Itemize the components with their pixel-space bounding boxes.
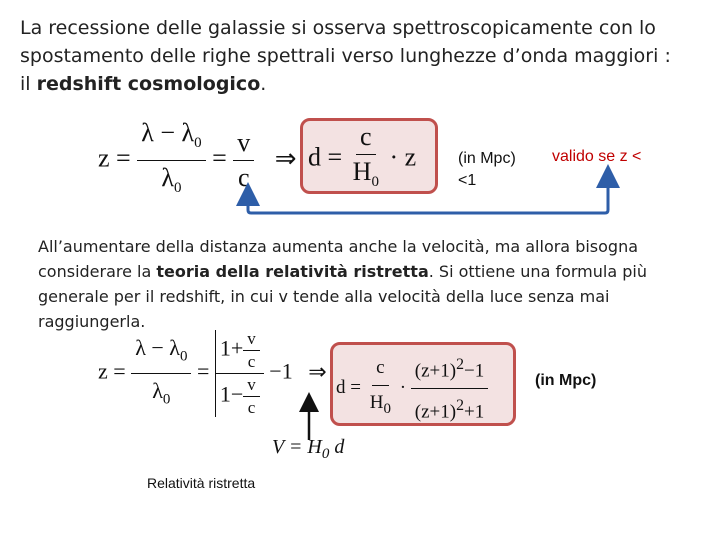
sub-zero: 0 <box>162 391 171 408</box>
equals-sign: = <box>113 358 126 384</box>
redshift-term: redshift cosmologico <box>36 73 261 95</box>
implies-arrow: ⇒ <box>308 358 327 384</box>
v-capital: V <box>272 436 284 458</box>
minus-one: −1 <box>269 358 293 384</box>
z-symbol: z <box>98 358 108 384</box>
sub-zero: 0 <box>371 174 379 191</box>
c-symbol: c <box>356 122 376 155</box>
wavelength-fraction-2 <box>131 333 191 415</box>
units-label-2: (in Mpc) <box>535 372 597 389</box>
d-symbol: d <box>334 436 345 458</box>
relativity-line-3: generale per il redshift, in cui v tende alla velocità della luce senza mai <box>38 287 610 306</box>
intro-line-1: La recessione delle galassie si osserva spettroscopicamente con lo <box>20 17 656 39</box>
squared: 2 <box>456 397 465 415</box>
times-z: · z <box>389 142 417 172</box>
intro-line-2: spostamento delle righe spettrali verso lunghezze d’onda maggiori : <box>20 45 671 67</box>
relativity-line-1: All’aumentare della distanza aumenta anche la velocità, ma allora bisogna <box>38 237 639 256</box>
relativistic-redshift-formula <box>98 330 327 417</box>
sub-zero: 0 <box>179 348 188 364</box>
relativity-caption: Relatività ristretta <box>147 475 256 491</box>
squared: 2 <box>456 356 465 373</box>
relativity-line-4: raggiungerla. <box>38 312 146 331</box>
sub-zero: 0 <box>173 180 182 197</box>
sub-zero: 0 <box>194 135 202 152</box>
c-symbol: c <box>247 398 256 417</box>
validity-condition: valido se z < <box>552 148 642 165</box>
lambda-diff: λ − λ <box>135 334 180 360</box>
units-close: <1 <box>458 172 477 189</box>
units-open: (in Mpc) <box>458 150 516 167</box>
h-symbol: H <box>369 392 384 414</box>
v-over-c <box>243 376 260 417</box>
equals-sign: = <box>327 142 343 172</box>
sqrt-fraction <box>215 330 264 417</box>
equals-sign: = <box>116 143 131 173</box>
lambda-diff: λ − λ <box>141 118 195 147</box>
bracket-arrow <box>248 176 608 213</box>
sub-zero: 0 <box>383 401 391 418</box>
implies-arrow: ⇒ <box>274 143 297 173</box>
equals-sign: = <box>350 377 361 399</box>
z-symbol: z <box>98 143 110 173</box>
c-symbol: c <box>238 163 250 193</box>
minus-one: −1 <box>464 360 485 382</box>
v-symbol: v <box>243 376 260 397</box>
v-symbol: v <box>243 330 260 351</box>
c-symbol: c <box>247 352 256 371</box>
c-symbol: c <box>372 353 388 386</box>
relativity-paragraph <box>38 234 668 334</box>
one-minus: 1− <box>219 381 244 407</box>
v-symbol: v <box>233 128 254 161</box>
relativity-line-2-post: . Si ottiene una formula più <box>428 262 647 281</box>
lambda-0: λ <box>161 163 174 193</box>
relativistic-distance-formula: d = $\frac{c}{H_0}$ · $\frac{(z+1)^2-1}{(z+1)^2+1}$ <box>336 350 488 428</box>
v-over-c <box>243 330 260 371</box>
plus-one: +1 <box>464 401 485 423</box>
c-over-h0 <box>366 353 395 424</box>
sub-zero: 0 <box>321 446 330 462</box>
lambda-0: λ <box>152 378 163 403</box>
h-symbol: H <box>352 157 372 186</box>
equals-sign: = <box>212 143 227 173</box>
z-plus-one: (z+1) <box>414 360 457 382</box>
one-plus: 1+ <box>219 335 244 361</box>
z-ratio <box>411 350 488 428</box>
relativity-line-2-pre: considerare la <box>38 262 157 281</box>
d-symbol: d <box>336 377 346 399</box>
intro-line-3-post: . <box>260 73 267 95</box>
z-plus-one: (z+1) <box>414 401 457 423</box>
d-symbol: d <box>308 142 321 172</box>
relativity-theory-term: teoria della relatività ristretta <box>156 262 429 281</box>
equals-h: = H <box>288 436 322 458</box>
hubble-law <box>272 436 344 463</box>
relativity-line-2 <box>38 259 668 284</box>
equals-sign: = <box>196 358 210 384</box>
intro-line-3-pre: il <box>20 73 37 95</box>
